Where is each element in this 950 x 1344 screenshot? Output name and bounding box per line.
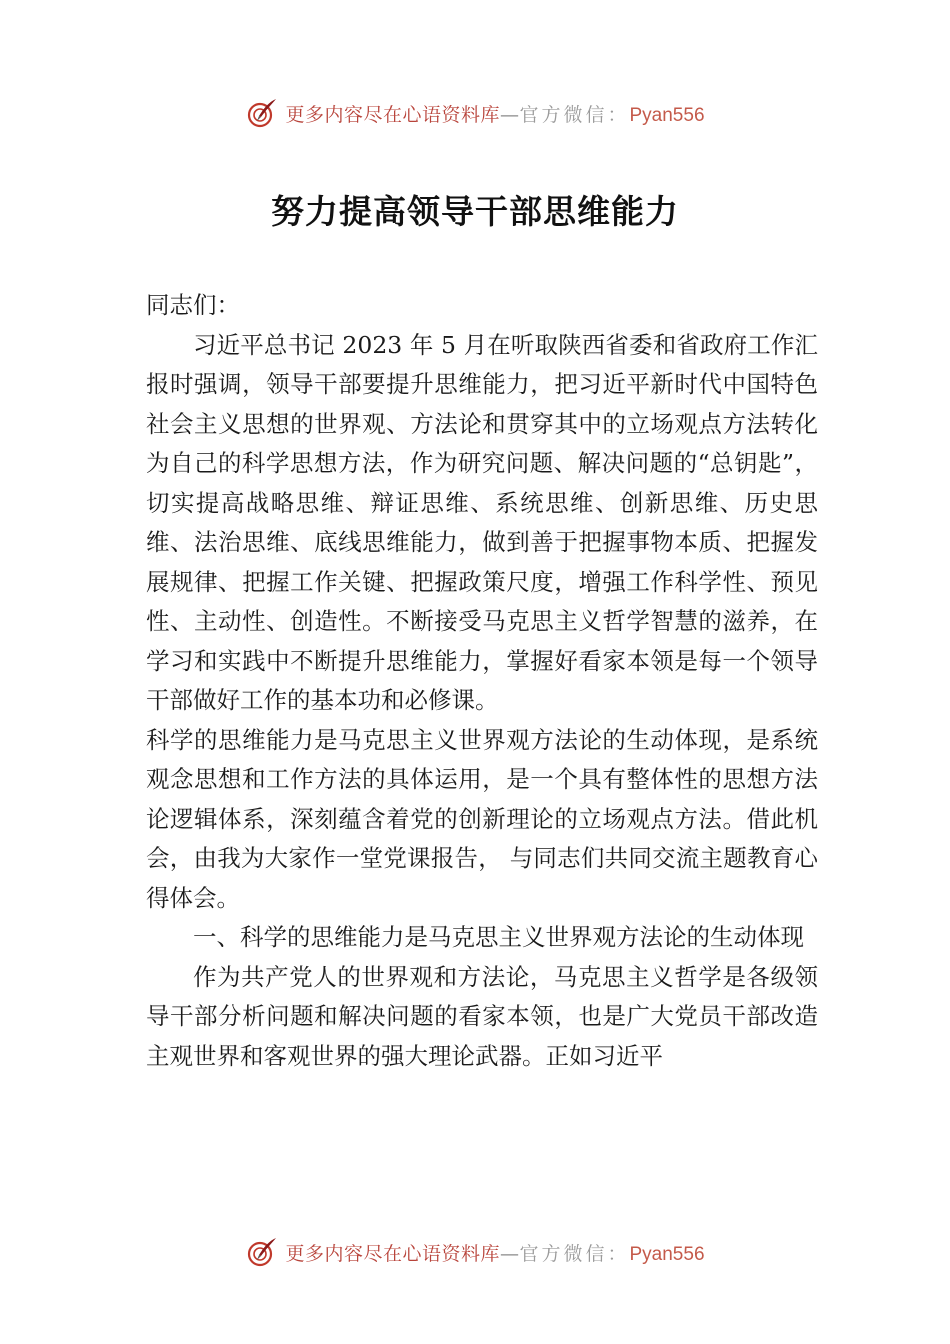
banner-wechat-label: 官方微信：: [519, 103, 630, 126]
header-banner-text: [285, 100, 704, 127]
footer-banner: [0, 1232, 950, 1272]
section-heading: 一、科学的思维能力是马克思主义世界观方法论的生动体现: [193, 923, 804, 951]
paragraph-2: 科学的思维能力是马克思主义世界观方法论的生动体现，是系统观念思想和工作方法的具体运用，是一个具有整体性的思想方法论逻辑体系，深刻蕴含着党的创新理论的立场观点方法。借此机会，由我为大家作一堂党课报告， 与同志们共同交流主题教育心得体会。: [146, 725, 818, 912]
banner-wechat-label: 官方微信：: [519, 1242, 630, 1265]
banner-main-text: 更多内容尽在心语资料库: [285, 1242, 500, 1265]
banner-main-text: 更多内容尽在心语资料库: [285, 103, 500, 126]
banner-dash: —: [499, 1242, 520, 1265]
document-body: [146, 286, 818, 1076]
document-title: 努力提高领导干部思维能力: [271, 192, 679, 231]
quill-pen-logo-icon: [245, 1235, 279, 1269]
paragraph-1: 习近平总书记 2023 年 5 月在听取陕西省委和省政府工作汇报时强调，领导干部要提升思维能力，把习近平新时代中国特色社会主义思想的世界观、方法论和贯穿其中的立场观点方法转化为自己的科学思想方法，作为研究问题、解决问题的“总钥匙”，切实提高战略思维、辩证思维、系统思维、创新思维、历史思维、法治思维、底线思维能力，做到善于把握事物本质、把握发展规律、把握工作关键、把握政策尺度，增强工作科学性、预见性、主动性、创造性。不断接受马克思主义哲学智慧的滋养，在学习和实践中不断提升思维能力，掌握好看家本领是每一个领导干部做好工作的基本功和必修课。: [146, 330, 818, 714]
quill-pen-logo-icon: [245, 96, 279, 130]
footer-banner-text: [285, 1239, 704, 1266]
banner-wechat-id: Pyan556: [629, 104, 705, 126]
banner-wechat-id: Pyan556: [629, 1243, 705, 1265]
banner-dash: —: [499, 103, 520, 126]
header-banner: [0, 93, 950, 133]
section-paragraph: 作为共产党人的世界观和方法论，马克思主义哲学是各级领导干部分析问题和解决问题的看家本领，也是广大党员干部改造主观世界和客观世界的强大理论武器。正如习近平: [146, 962, 818, 1070]
salutation: 同志们：: [146, 291, 240, 319]
